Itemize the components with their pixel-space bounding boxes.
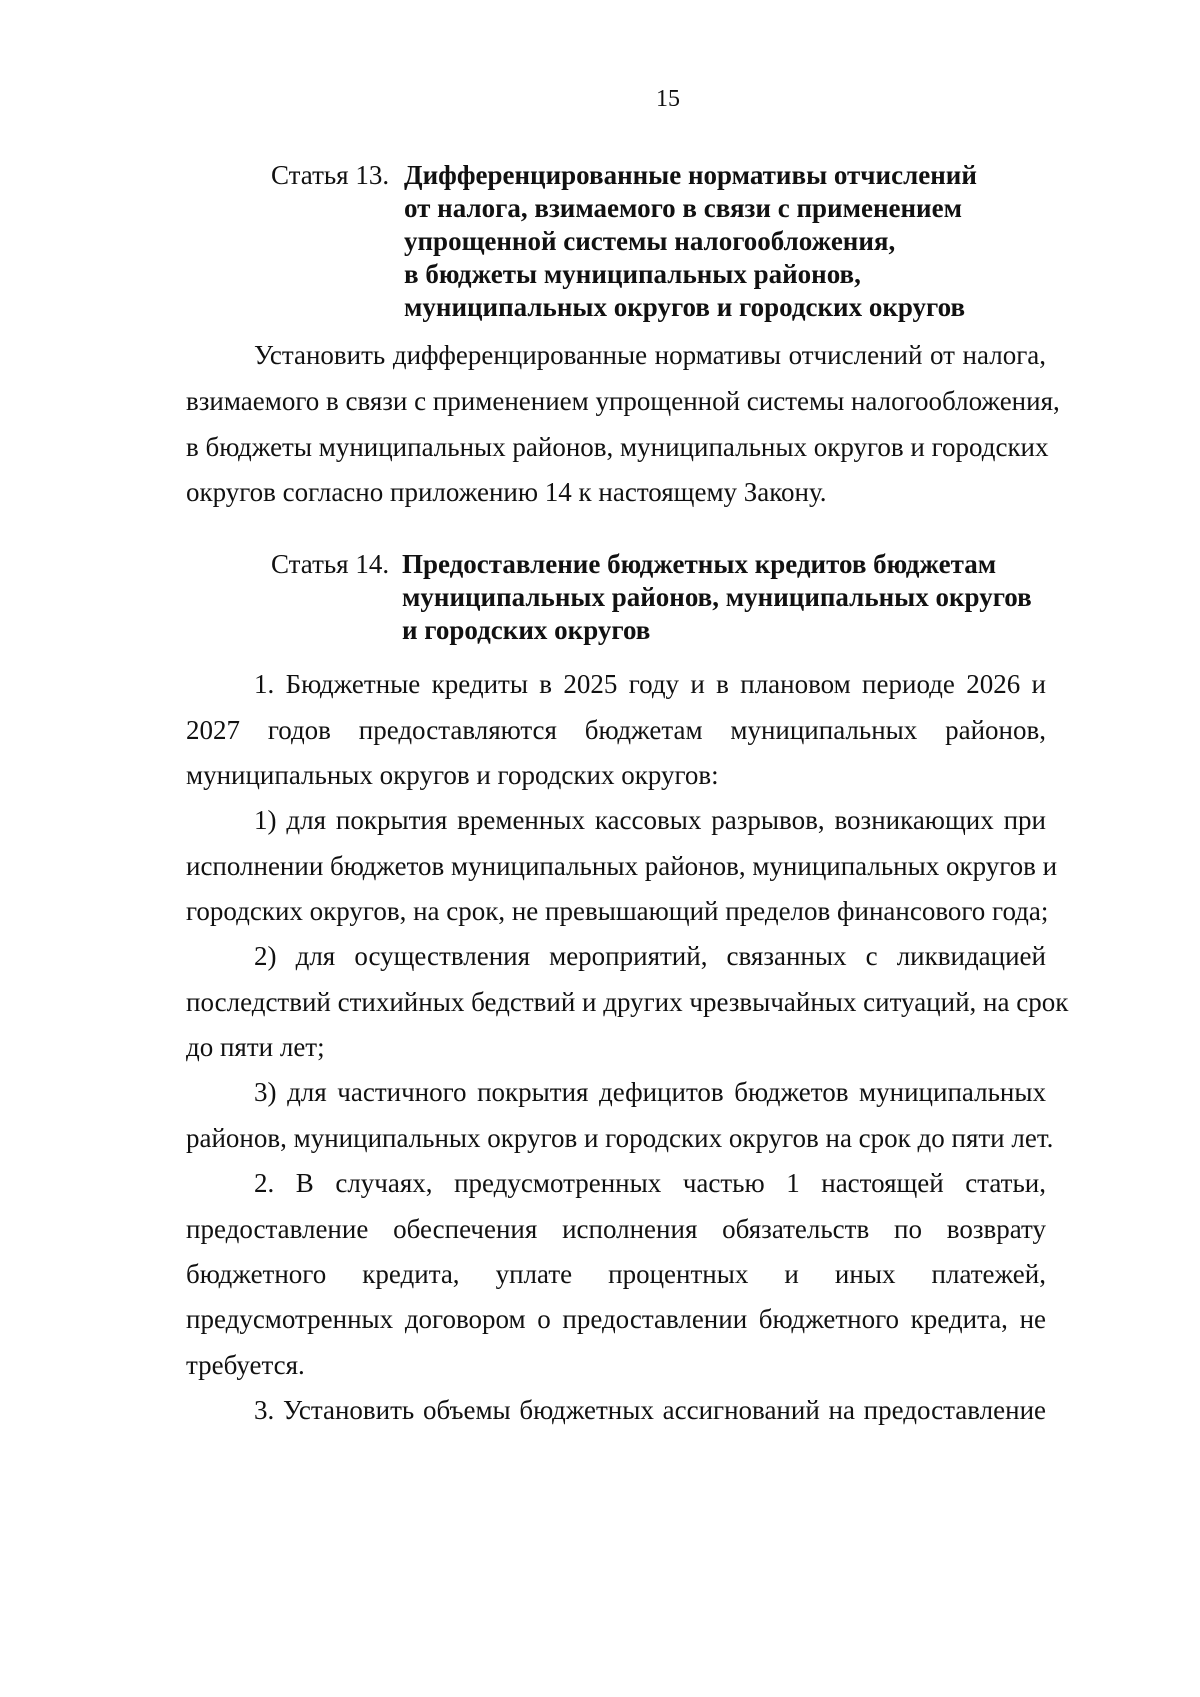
- article-14-paragraph-line: 3. Установить объемы бюджетных ассигнований на предоставление: [254, 1395, 1046, 1425]
- article-14-paragraph-line: муниципальных округов и городских округов:: [186, 760, 719, 790]
- article-14-paragraph-line: 3) для частичного покрытия дефицитов бюджетов муниципальных: [254, 1077, 1046, 1107]
- article-13-paragraph-line: взимаемого в связи с применением упрощенной системы налогообложения,: [186, 386, 1060, 416]
- article-13-title-line: упрощенной системы налогообложения,: [404, 226, 896, 256]
- article-14-paragraph-line: районов, муниципальных округов и городских округов на срок до пяти лет.: [186, 1123, 1054, 1153]
- article-14-paragraph-line: 1. Бюджетные кредиты в 2025 году и в плановом периоде 2026 и: [254, 669, 1046, 699]
- article-13-title-line: Дифференцированные нормативы отчислений: [404, 160, 977, 190]
- article-14-paragraph-line: требуется.: [186, 1350, 305, 1380]
- article-14-paragraph-line: городских округов, на срок, не превышающий пределов финансового года;: [186, 896, 1049, 926]
- article-13-paragraph-line: округов согласно приложению 14 к настоящему Закону.: [186, 477, 827, 507]
- article-14-paragraph-line: предоставление обеспечения исполнения обязательств по возврату: [186, 1214, 1046, 1244]
- article-14-title-line: Предоставление бюджетных кредитов бюджетам: [402, 549, 997, 579]
- page-number: 15: [656, 86, 680, 112]
- article-13-title: [404, 159, 977, 324]
- article-13-title-line: от налога, взимаемого в связи с применением: [404, 193, 962, 223]
- article-14-paragraph-line: до пяти лет;: [186, 1032, 325, 1062]
- article-13-title-line: муниципальных округов и городских округов: [404, 292, 966, 322]
- article-14-paragraph-line: предусмотренных договором о предоставлении бюджетного кредита, не: [186, 1304, 1046, 1334]
- article-14-paragraph-line: 2) для осуществления мероприятий, связанных с ликвидацией: [254, 941, 1046, 971]
- article-13-paragraph-line: в бюджеты муниципальных районов, муниципальных округов и городских: [186, 432, 1049, 462]
- article-14-paragraph-line: 2. В случаях, предусмотренных частью 1 настоящей статьи,: [254, 1168, 1046, 1198]
- article-13-label: Статья 13.: [271, 160, 390, 190]
- article-13-paragraph-line: Установить дифференцированные нормативы отчислений от налога,: [254, 340, 1046, 370]
- article-14-title-line: и городских округов: [402, 615, 651, 645]
- article-14-paragraph-line: 2027 годов предоставляются бюджетам муниципальных районов,: [186, 715, 1046, 745]
- article-14-label: Статья 14.: [271, 549, 390, 579]
- article-14-title: [402, 548, 1032, 647]
- article-14-paragraph-line: бюджетного кредита, уплате процентных и иных платежей,: [186, 1259, 1046, 1289]
- article-14-title-line: муниципальных районов, муниципальных округов: [402, 582, 1032, 612]
- article-14-paragraph-line: последствий стихийных бедствий и других чрезвычайных ситуаций, на срок: [186, 987, 1069, 1017]
- article-14-paragraph-line: исполнении бюджетов муниципальных районов, муниципальных округов и: [186, 851, 1058, 881]
- article-14-paragraph-line: 1) для покрытия временных кассовых разрывов, возникающих при: [254, 805, 1046, 835]
- article-13-title-line: в бюджеты муниципальных районов,: [404, 259, 861, 289]
